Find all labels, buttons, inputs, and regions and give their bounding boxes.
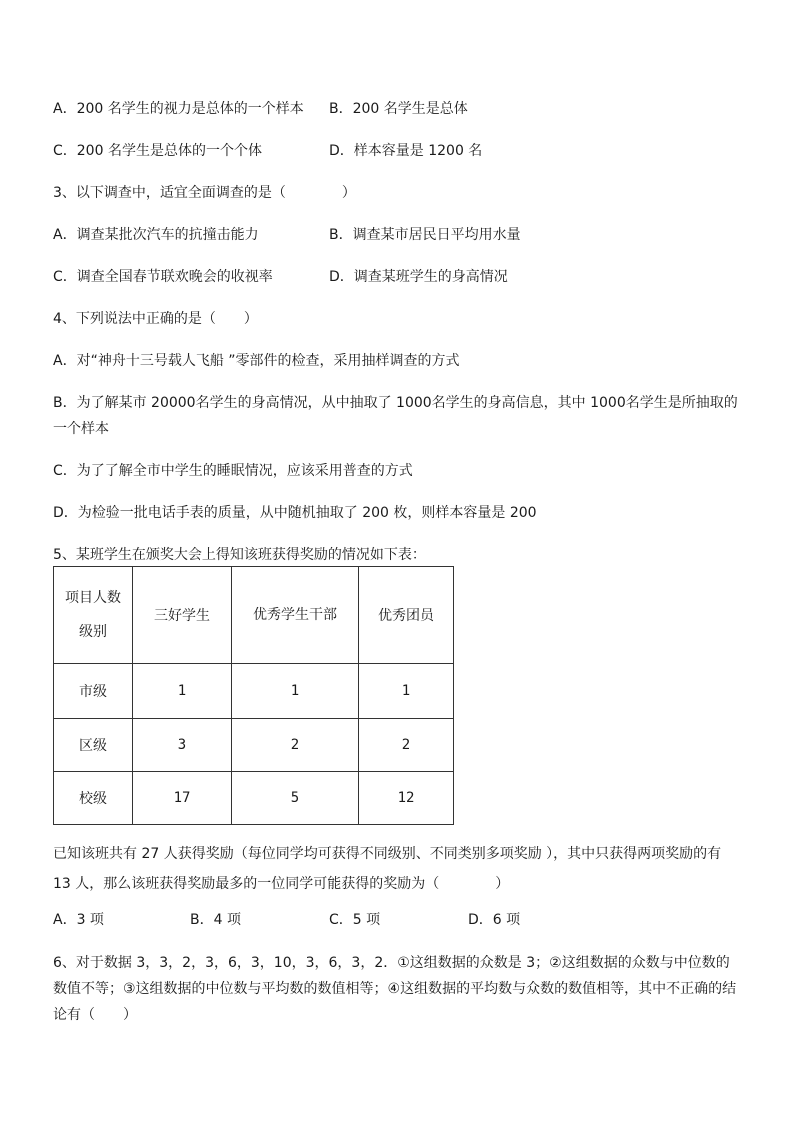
q6-stem: 6、对于数据 3，3，2，3，6，3，10，3，6，3，2．①这组数据的众数是 3；②这组数据的众数与中位数的数值不等；③这组数据的中位数与平均数的数值相等；④这组数据的平均数与众数的数值相等，其中不正确的结论有（ ）	[53, 955, 737, 1023]
q3-option-c: C．调查全国春节联欢晚会的收视率	[53, 269, 273, 285]
q3-option-a: A．调查某批次汽车的抗撞击能力	[53, 227, 259, 243]
q5-stem: 5、某班学生在颁奖大会上得知该班获得奖励的情况如下表：	[53, 547, 426, 563]
q5-option-a: A．3 项	[53, 912, 104, 928]
table-header-row	[54, 567, 454, 664]
table-cell: 5	[232, 772, 359, 825]
row-label: 市级	[54, 664, 133, 719]
column-header: 三好学生	[133, 567, 232, 664]
q4-option-c: C．为了了解全市中学生的睡眠情况，应该采用普查的方式	[53, 463, 413, 479]
row-label: 区级	[54, 719, 133, 772]
corner-bottom-label: 级别	[79, 624, 107, 640]
q5-option-c: C．5 项	[329, 912, 381, 928]
table-row	[54, 719, 454, 772]
q5-option-d: D．6 项	[468, 912, 521, 928]
table-cell: 1	[133, 664, 232, 719]
row-label: 校级	[54, 772, 133, 825]
q3-option-b: B．调查某市居民日平均用水量	[329, 227, 521, 243]
table-row	[54, 664, 454, 719]
q5-body: 已知该班共有 27 人获得奖励（每位同学均可获得不同级别、不同类别多项奖励 ），其中只获得两项奖励的有 13 人，那么该班获得奖励最多的一位同学可能获得的奖励为（ ）	[53, 846, 722, 892]
awards-table	[53, 566, 454, 825]
q4-stem: 4、下列说法中正确的是（ ）	[53, 311, 258, 327]
table-corner-cell	[54, 567, 133, 664]
table-cell: 1	[232, 664, 359, 719]
table-cell: 17	[133, 772, 232, 825]
table-cell: 3	[133, 719, 232, 772]
table-cell: 2	[232, 719, 359, 772]
q3-option-d: D．调查某班学生的身高情况	[329, 269, 508, 285]
table-cell: 1	[359, 664, 454, 719]
q4-option-b: B．为了解某市 20000名学生的身高情况，从中抽取了 1000名学生的身高信息，其中 1000名学生是所抽取的一个样本	[53, 395, 738, 437]
q4-option-d: D．为检验一批电话手表的质量，从中随机抽取了 200 枚，则样本容量是 200	[53, 505, 537, 521]
q5-option-b: B．4 项	[190, 912, 241, 928]
table-cell: 2	[359, 719, 454, 772]
q2-option-c: C．200 名学生是总体的一个个体	[53, 143, 262, 159]
q2-option-d: D．样本容量是 1200 名	[329, 143, 483, 159]
table-row	[54, 772, 454, 825]
q2-option-a: A．200 名学生的视力是总体的一个样本	[53, 101, 304, 117]
table-cell: 12	[359, 772, 454, 825]
column-header: 优秀学生干部	[232, 567, 359, 664]
q2-option-b: B．200 名学生是总体	[329, 101, 468, 117]
column-header: 优秀团员	[359, 567, 454, 664]
corner-top-label: 项目人数	[65, 590, 121, 606]
q3-stem: 3、以下调查中，适宜全面调查的是（ ）	[53, 185, 356, 201]
q4-option-a: A．对“神舟十三号载人飞船 ”零部件的检查，采用抽样调查的方式	[53, 353, 460, 369]
